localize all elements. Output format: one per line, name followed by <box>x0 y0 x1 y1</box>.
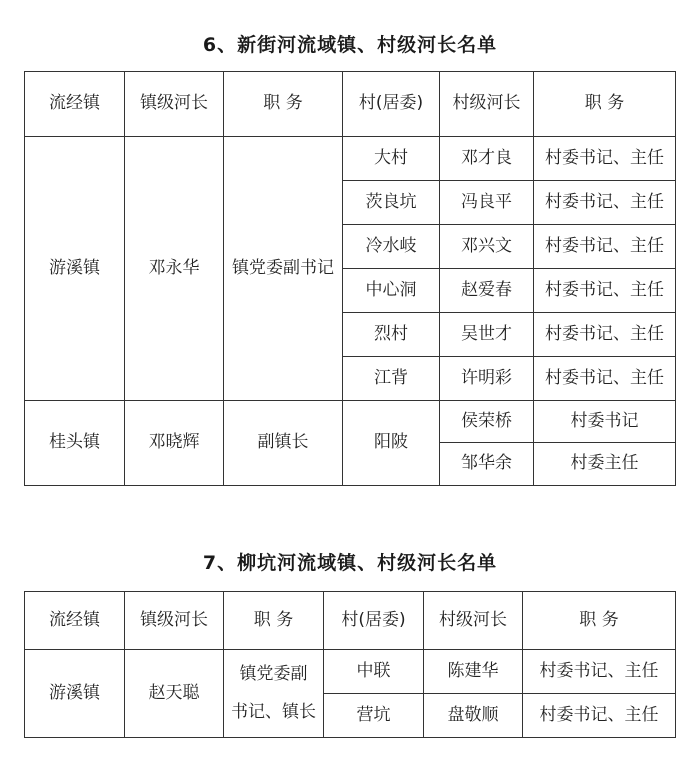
village-position-cell: 村委书记、主任 <box>534 225 676 269</box>
table-row <box>25 401 676 443</box>
header-village-chief: 村级河长 <box>440 72 534 137</box>
header-village-position: 职 务 <box>523 592 676 650</box>
header-town-chief: 镇级河长 <box>125 72 224 137</box>
village-chief-cell: 冯良平 <box>440 181 534 225</box>
village-position-cell: 村委书记、主任 <box>534 357 676 401</box>
village-cell: 茨良坑 <box>343 181 440 225</box>
header-village: 村(居委) <box>324 592 424 650</box>
town-position-cell: 镇党委副书记 <box>224 137 343 401</box>
town-position-cell: 副镇长 <box>224 401 343 486</box>
town-chief-cell: 邓晓辉 <box>125 401 224 486</box>
village-cell: 烈村 <box>343 313 440 357</box>
village-chief-cell: 许明彩 <box>440 357 534 401</box>
table-header-row <box>25 72 676 137</box>
village-chief-cell: 赵爱春 <box>440 269 534 313</box>
village-position-cell: 村委书记、主任 <box>534 137 676 181</box>
header-village-position: 职 务 <box>534 72 676 137</box>
village-position-cell: 村委书记、主任 <box>534 269 676 313</box>
header-village: 村(居委) <box>343 72 440 137</box>
header-position: 职 务 <box>224 72 343 137</box>
village-position-cell: 村委书记 <box>534 401 676 443</box>
village-chief-cell: 吴世才 <box>440 313 534 357</box>
village-cell: 江背 <box>343 357 440 401</box>
town-position-line-1: 镇党委副 <box>239 664 308 685</box>
village-cell: 营坑 <box>324 694 424 738</box>
village-chief-cell: 邓兴文 <box>440 225 534 269</box>
village-position-cell: 村委书记、主任 <box>523 650 676 694</box>
town-cell: 桂头镇 <box>25 401 125 486</box>
table-row <box>25 137 676 181</box>
header-town-chief: 镇级河长 <box>125 592 224 650</box>
village-cell: 中联 <box>324 650 424 694</box>
town-position-cell <box>224 650 324 738</box>
village-chief-cell: 邓才良 <box>440 137 534 181</box>
village-cell: 阳陂 <box>343 401 440 486</box>
village-chief-cell: 邹华余 <box>440 443 534 486</box>
header-village-chief: 村级河长 <box>424 592 523 650</box>
table-header-row <box>25 592 676 650</box>
village-cell: 大村 <box>343 137 440 181</box>
village-position-cell: 村委书记、主任 <box>534 181 676 225</box>
village-chief-cell: 盘敬顺 <box>424 694 523 738</box>
town-position-line-2: 书记、镇长 <box>231 701 316 722</box>
river-chief-table-liukeng <box>24 591 676 738</box>
village-position-cell: 村委书记、主任 <box>523 694 676 738</box>
village-cell: 冷水岐 <box>343 225 440 269</box>
town-chief-cell: 赵天聪 <box>125 650 224 738</box>
section-2-title: 7、柳坑河流域镇、村级河长名单 <box>202 552 498 574</box>
header-town: 流经镇 <box>25 72 125 137</box>
town-chief-cell: 邓永华 <box>125 137 224 401</box>
village-position-cell: 村委书记、主任 <box>534 313 676 357</box>
table-row <box>25 650 676 694</box>
section-1-title: 6、新街河流域镇、村级河长名单 <box>202 34 498 56</box>
village-cell: 中心洞 <box>343 269 440 313</box>
header-position: 职 务 <box>224 592 324 650</box>
village-chief-cell: 陈建华 <box>424 650 523 694</box>
river-chief-table-xinjie <box>24 71 676 486</box>
village-chief-cell: 侯荣桥 <box>440 401 534 443</box>
town-cell: 游溪镇 <box>25 137 125 401</box>
header-town: 流经镇 <box>25 592 125 650</box>
village-position-cell: 村委主任 <box>534 443 676 486</box>
town-cell: 游溪镇 <box>25 650 125 738</box>
